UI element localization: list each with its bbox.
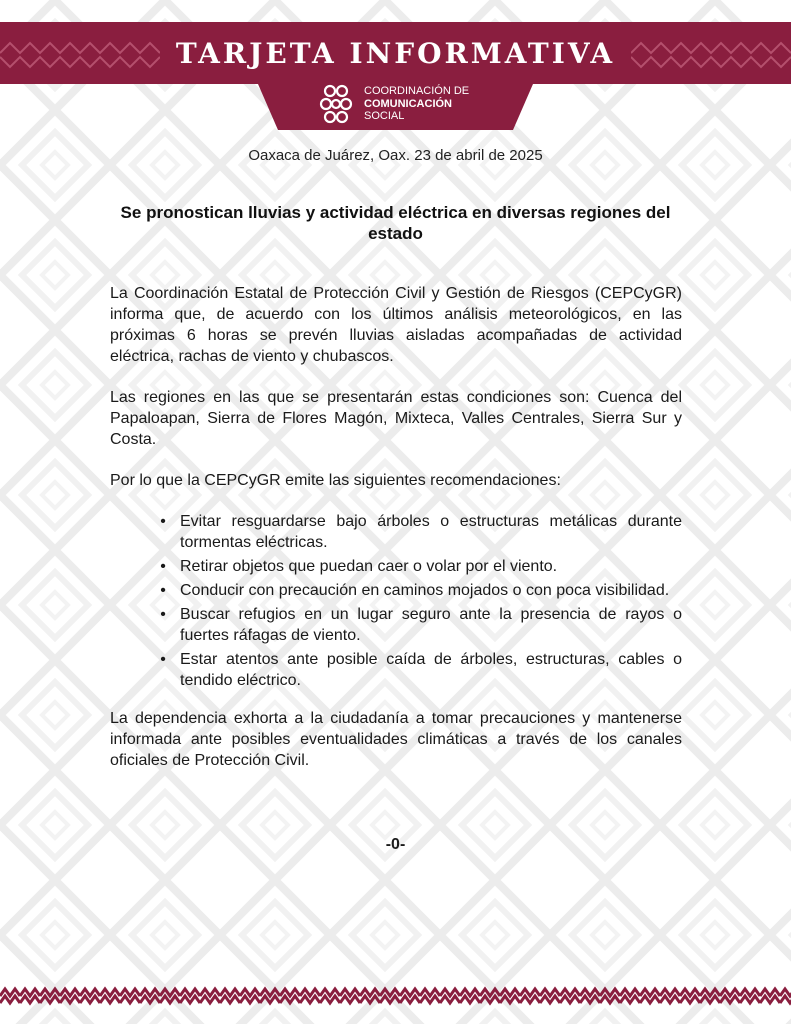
closing-mark: -0- [385, 836, 406, 853]
logo-line-1: COORDINACIÓN DE [364, 85, 470, 98]
list-item [160, 511, 682, 553]
recommendations-list [110, 511, 682, 691]
agency-logo [318, 80, 469, 128]
bullet-icon: • [160, 513, 166, 530]
bullet-icon: • [160, 582, 166, 599]
paragraph-recommendations-intro: Por lo que la CEPCyGR emite las siguientes recomendaciones: [110, 472, 561, 489]
paragraph-regions: Las regiones en las que se presentarán estas condiciones son: Cuenca del Papaloapan, Sierra de Flores Magón, Mixteca, Valles Centrales, Sierra Sur y Costa. [110, 389, 682, 448]
bullet-icon: • [160, 558, 166, 575]
recommendation-text: Buscar refugios en un lugar seguro ante la presencia de rayos o fuertes ráfagas de viento. [180, 606, 682, 644]
recommendation-text: Conducir con precaución en caminos mojados o con poca visibilidad. [180, 582, 670, 599]
recommendation-text: Estar atentos ante posible caída de árboles, estructuras, cables o tendido eléctrico. [180, 651, 682, 689]
recommendation-text: Retirar objetos que puedan caer o volar por el viento. [180, 558, 558, 575]
logo-line-3: SOCIAL [364, 110, 405, 123]
dateline: Oaxaca de Juárez, Oax. 23 de abril de 2025 [248, 147, 543, 164]
list-item [160, 556, 682, 577]
document-body [110, 283, 682, 771]
headline: Se pronostican lluvias y actividad eléctrica en diversas regiones del estado [120, 203, 671, 243]
list-item [160, 649, 682, 691]
header-title: TARJETA INFORMATIVA [175, 36, 616, 70]
logo-line-2: COMUNICACIÓN [364, 97, 452, 110]
recommendation-text: Evitar resguardarse bajo árboles o estructuras metálicas durante tormentas eléctricas. [180, 513, 682, 551]
knot-logo-icon [318, 82, 354, 126]
list-item [160, 580, 682, 601]
paragraph-intro: La Coordinación Estatal de Protección Civil y Gestión de Riesgos (CEPCyGR) informa que, de acuerdo con los últimos análisis meteorológicos, en las próximas 6 horas se prevén lluvias aisladas acompañadas de actividad eléctrica, rachas de viento y chubascos. [110, 285, 682, 365]
footer-ornament [0, 986, 791, 1006]
paragraph-closing: La dependencia exhorta a la ciudadanía a tomar precauciones y mantenerse informada ante posibles eventualidades climáticas a través de los canales oficiales de Protección Civil. [110, 710, 682, 769]
list-item [160, 604, 682, 646]
bullet-icon: • [160, 651, 166, 668]
bullet-icon: • [160, 606, 166, 623]
